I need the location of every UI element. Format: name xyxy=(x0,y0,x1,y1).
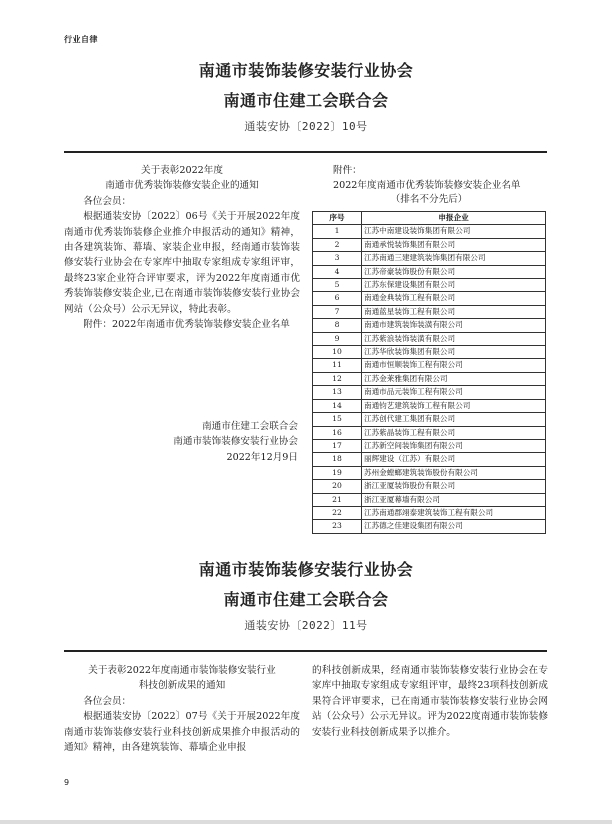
company-name: 江苏德之佳建设集团有限公司 xyxy=(362,520,546,533)
notice-title-line: 科技创新成果的通知 xyxy=(138,680,226,692)
row-number: 22 xyxy=(313,506,362,519)
row-number: 14 xyxy=(313,399,362,412)
table-row xyxy=(313,466,546,479)
signature-block xyxy=(64,419,298,465)
signature-line: 南通市装饰装修安装行业协会 xyxy=(173,436,298,448)
row-number: 23 xyxy=(313,520,362,533)
company-name: 江苏金莱雅集团有限公司 xyxy=(362,372,546,385)
salutation: 各位会员： xyxy=(83,195,132,207)
award-table xyxy=(312,211,546,534)
issuer-title-2: 南通市住建工会联合会 xyxy=(223,91,389,110)
issuer-title-2: 南通市住建工会联合会 xyxy=(223,590,389,609)
company-name: 浙江亚厦幕墙有限公司 xyxy=(362,493,546,506)
issuer-title-1: 南通市装饰装修安装行业协会 xyxy=(198,61,414,80)
table-row xyxy=(313,305,546,318)
notice-paragraph: 根据通装安协〔2022〕06号《关于开展2022年度南通市优秀装饰装修企业推介申报活动的通知》精神，由各建筑装饰、幕墙、家装企业申报，经南通市装饰装修安装行业协会在专家库中抽取专家组成专家组评审，最终23家企业符合评审要求，评为2022年度南通市优秀装饰装修安装企业,已在南通市装饰装修安装行业协会网站（公众号）公示无异议，特此表彰。 xyxy=(64,211,300,315)
attachment-subtitle: （排名不分先后） xyxy=(390,194,468,205)
row-number: 2 xyxy=(313,238,362,251)
table-row xyxy=(313,252,546,265)
table-row xyxy=(313,480,546,493)
company-name: 江苏创代建工集团有限公司 xyxy=(362,413,546,426)
company-name: 江苏紫浪装饰装潢有限公司 xyxy=(362,332,546,345)
issuer-title-1: 南通市装饰装修安装行业协会 xyxy=(198,560,414,579)
row-number: 13 xyxy=(313,386,362,399)
table-header-row xyxy=(313,212,546,225)
table-row xyxy=(313,265,546,278)
row-number: 11 xyxy=(313,359,362,372)
table-row xyxy=(313,279,546,292)
row-number: 12 xyxy=(313,372,362,385)
table-row xyxy=(313,238,546,251)
table-row xyxy=(313,453,546,466)
company-name: 丽辉建设（江苏）有限公司 xyxy=(362,453,546,466)
notice-2-body-left xyxy=(64,663,300,755)
company-name: 南通承悦装饰集团有限公司 xyxy=(362,238,546,251)
company-name: 南通金典装饰工程有限公司 xyxy=(362,292,546,305)
issue-date: 2022年12月9日 xyxy=(226,451,298,463)
row-number: 5 xyxy=(313,279,362,292)
company-name: 南通市恒顺装饰工程有限公司 xyxy=(362,359,546,372)
notice-2-body-right: 的科技创新成果，经南通市装饰装修安装行业协会在专家库中抽取专家组成专家组评审，最终23项科技创新成果符合评审要求，已在南通市装饰装修安装行业协会网站（公众号）公示无异议。评为2022度南通市装饰装修安装行业科技创新成果予以推介。 xyxy=(312,665,548,738)
column-header-company: 申报企业 xyxy=(362,212,546,225)
notice-title-line: 关于表彰2022年度南通市装饰装修安装行业 xyxy=(88,665,276,676)
signature-line: 南通市住建工会联合会 xyxy=(202,421,298,432)
row-number: 4 xyxy=(313,265,362,278)
row-number: 1 xyxy=(313,225,362,238)
row-number: 19 xyxy=(313,466,362,479)
table-row xyxy=(313,225,546,238)
row-number: 21 xyxy=(313,493,362,506)
table-row xyxy=(313,506,546,519)
table-row xyxy=(313,332,546,345)
company-name: 南通蓝星装饰工程有限公司 xyxy=(362,305,546,318)
table-row xyxy=(313,359,546,372)
company-name: 南通市品元装饰工程有限公司 xyxy=(362,386,546,399)
notice-title-line: 关于表彰2022年度 xyxy=(141,165,223,176)
company-name: 江苏新空间装饰集团有限公司 xyxy=(362,439,546,452)
row-number: 7 xyxy=(313,305,362,318)
row-number: 16 xyxy=(313,426,362,439)
attachment-label: 附件： xyxy=(333,165,362,176)
column-header-no: 序号 xyxy=(313,212,362,225)
company-name: 江苏帝豪装饰股份有限公司 xyxy=(362,265,546,278)
company-name: 江苏东保建设集团有限公司 xyxy=(362,279,546,292)
page-bottom-edge xyxy=(0,820,612,824)
row-number: 15 xyxy=(313,413,362,426)
table-row xyxy=(313,386,546,399)
company-name: 江苏紫晶装饰工程有限公司 xyxy=(362,426,546,439)
page-number: 9 xyxy=(64,778,70,787)
row-number: 20 xyxy=(313,480,362,493)
row-number: 9 xyxy=(313,332,362,345)
company-name: 江苏华欣装饰集团有限公司 xyxy=(362,346,546,359)
table-row xyxy=(313,399,546,412)
document-number: 通装安协〔2022〕11号 xyxy=(244,619,368,632)
row-number: 10 xyxy=(313,346,362,359)
table-row xyxy=(313,372,546,385)
company-name: 南通市建筑装饰装潢有限公司 xyxy=(362,319,546,332)
table-row xyxy=(313,413,546,426)
row-number: 17 xyxy=(313,439,362,452)
section-tag: 行业自律 xyxy=(64,35,98,44)
notice-paragraph: 根据通装安协〔2022〕07号《关于开展2022年度南通市装饰装修安装行业科技创新成果推介申报活动的通知》精神，由各建筑装饰、幕墙企业申报 xyxy=(64,711,300,754)
company-name: 苏州金螳螂建筑装饰股份有限公司 xyxy=(362,466,546,479)
row-number: 3 xyxy=(313,252,362,265)
attachment-title: 2022年度南通市优秀装饰装修安装企业名单 xyxy=(333,180,521,191)
attachment-reference: 附件：2022年南通市优秀装饰装修安装企业名单 xyxy=(83,319,290,331)
company-name: 江苏中南建设装饰集团有限公司 xyxy=(362,225,546,238)
table-row xyxy=(313,493,546,506)
row-number: 6 xyxy=(313,292,362,305)
table-row xyxy=(313,520,546,533)
company-name: 江苏南通郡翊泰建筑装饰工程有限公司 xyxy=(362,506,546,519)
salutation: 各位会员： xyxy=(83,695,132,707)
table-row xyxy=(313,439,546,452)
document-number: 通装安协〔2022〕10号 xyxy=(244,120,368,133)
company-name: 南通钧艺建筑装饰工程有限公司 xyxy=(362,399,546,412)
header-divider xyxy=(64,151,547,153)
table-row xyxy=(313,292,546,305)
notice-title-line: 南通市优秀装饰装修安装企业的通知 xyxy=(105,180,259,192)
header-divider xyxy=(64,650,547,652)
company-name: 浙江亚厦装饰股份有限公司 xyxy=(362,480,546,493)
table-row xyxy=(313,426,546,439)
row-number: 18 xyxy=(313,453,362,466)
row-number: 8 xyxy=(313,319,362,332)
notice-1-body xyxy=(64,163,300,332)
table-row xyxy=(313,346,546,359)
company-name: 江苏南通三建建筑装饰集团有限公司 xyxy=(362,252,546,265)
table-row xyxy=(313,319,546,332)
